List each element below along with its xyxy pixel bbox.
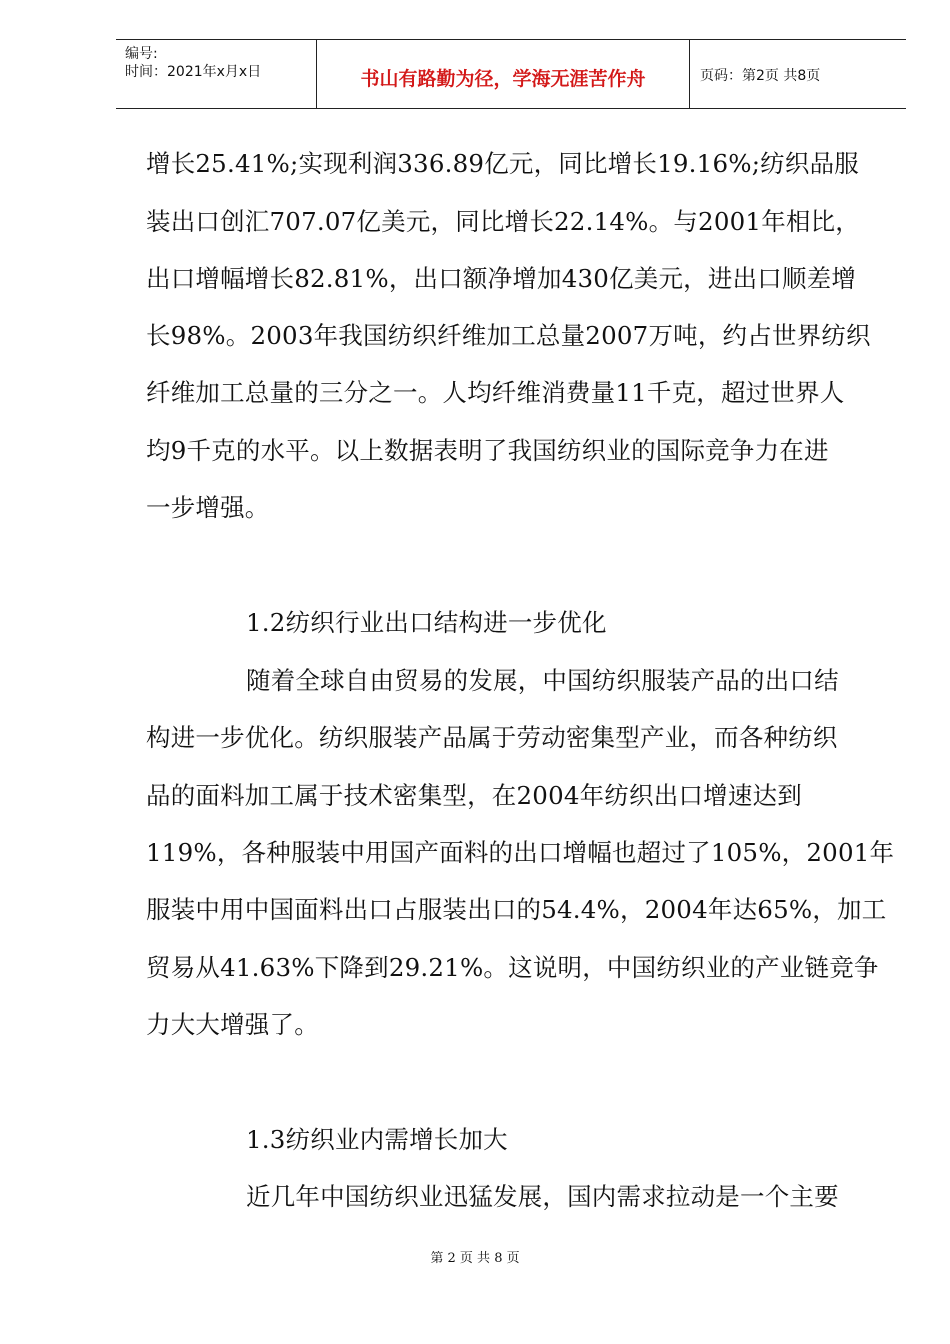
body-line: 长98%。2003年我国纺织纤维加工总量2007万吨，约占世界纺织 — [146, 321, 871, 350]
body-line: 随着全球自由贸易的发展，中国纺织服装产品的出口结 — [246, 666, 839, 695]
body-line: 出口增幅增长82.81%，出口额净增加430亿美元，进出口顺差增 — [146, 264, 857, 293]
section-heading-1-3: 1.3纺织业内需增长加大 — [246, 1125, 508, 1154]
section-heading-1-2: 1.2纺织行业出口结构进一步优化 — [246, 608, 607, 637]
body-line: 119%，各种服装中用国产面料的出口增幅也超过了105%，2001年 — [146, 838, 895, 867]
header-motto-cell — [317, 40, 690, 108]
time-label: 时间：2021年x月x日 — [125, 64, 262, 80]
header-table — [116, 39, 906, 109]
motto-text: 书山有路勤为径，学海无涯苦作舟 — [360, 68, 646, 90]
body-line: 品的面料加工属于技术密集型，在2004年纺织出口增速达到 — [146, 781, 802, 810]
header-left-cell — [116, 40, 317, 108]
header-page-cell — [690, 40, 906, 108]
page-label: 页码：第2页 共8页 — [700, 68, 821, 84]
body-line: 装出口创汇707.07亿美元，同比增长22.14%。与2001年相比， — [146, 207, 860, 236]
body-line: 均9千克的水平。以上数据表明了我国纺织业的国际竞争力在进 — [146, 436, 829, 465]
body-line: 力大大增强了。 — [146, 1010, 319, 1039]
body-line: 贸易从41.63%下降到29.21%。这说明，中国纺织业的产业链竞争 — [146, 953, 879, 982]
body-line: 纤维加工总量的三分之一。人均纤维消费量11千克，超过世界人 — [146, 378, 845, 407]
page-footer: 第 2 页 共 8 页 — [430, 1251, 520, 1266]
body-line: 增长25.41%;实现利润336.89亿元，同比增长19.16%;纺织品服 — [146, 149, 859, 178]
number-label: 编号: — [125, 46, 158, 62]
body-line: 一步增强。 — [146, 493, 270, 522]
body-line: 近几年中国纺织业迅猛发展，国内需求拉动是一个主要 — [246, 1182, 839, 1211]
body-line: 构进一步优化。纺织服装产品属于劳动密集型产业，而各种纺织 — [146, 723, 838, 752]
body-line: 服装中用中国面料出口占服装出口的54.4%，2004年达65%，加工 — [146, 895, 887, 924]
